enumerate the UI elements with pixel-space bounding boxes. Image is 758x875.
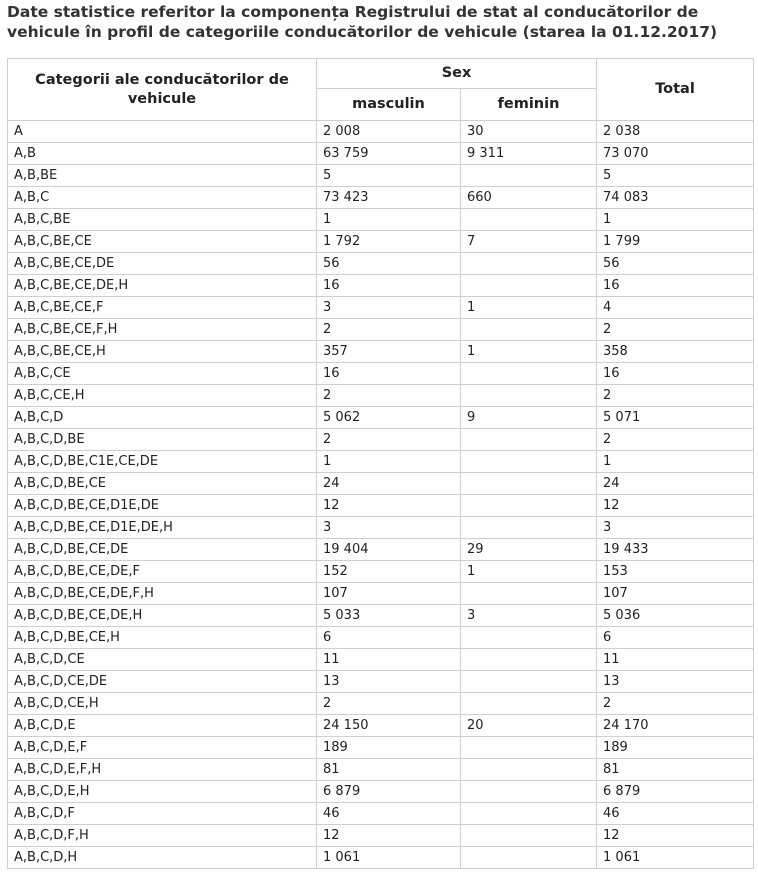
male-cell: 63 759 — [317, 143, 461, 165]
statistics-table — [7, 58, 754, 869]
category-cell: A,B,C,D,BE,CE,DE,H — [8, 605, 317, 627]
female-cell — [461, 165, 597, 187]
total-cell: 5 071 — [597, 407, 754, 429]
female-cell — [461, 781, 597, 803]
category-cell: A,B,C,D,E,H — [8, 781, 317, 803]
table-row — [8, 671, 754, 693]
male-cell: 3 — [317, 517, 461, 539]
male-cell: 189 — [317, 737, 461, 759]
category-cell: A,B,C,D,CE,H — [8, 693, 317, 715]
male-cell: 2 — [317, 319, 461, 341]
total-cell: 6 879 — [597, 781, 754, 803]
category-cell: A,B,C,D,F,H — [8, 825, 317, 847]
male-cell: 152 — [317, 561, 461, 583]
total-cell: 2 — [597, 319, 754, 341]
total-cell: 189 — [597, 737, 754, 759]
male-cell: 2 008 — [317, 121, 461, 143]
table-body — [8, 121, 754, 869]
total-cell: 12 — [597, 495, 754, 517]
table-row — [8, 781, 754, 803]
male-cell: 2 — [317, 693, 461, 715]
female-cell: 20 — [461, 715, 597, 737]
male-cell: 1 061 — [317, 847, 461, 869]
total-cell: 56 — [597, 253, 754, 275]
female-cell: 1 — [461, 341, 597, 363]
table-row — [8, 385, 754, 407]
total-cell: 1 799 — [597, 231, 754, 253]
male-cell: 12 — [317, 495, 461, 517]
table-row — [8, 275, 754, 297]
total-cell: 1 061 — [597, 847, 754, 869]
female-cell — [461, 803, 597, 825]
category-cell: A,B,C,BE — [8, 209, 317, 231]
female-cell: 1 — [461, 297, 597, 319]
total-cell: 3 — [597, 517, 754, 539]
table-row — [8, 539, 754, 561]
total-cell: 16 — [597, 363, 754, 385]
total-cell: 107 — [597, 583, 754, 605]
female-cell — [461, 627, 597, 649]
total-cell: 5 036 — [597, 605, 754, 627]
header-female: feminin — [461, 89, 597, 121]
total-cell: 2 038 — [597, 121, 754, 143]
category-cell: A,B,C,D,CE,DE — [8, 671, 317, 693]
female-cell — [461, 209, 597, 231]
category-cell: A,B,C,BE,CE,DE — [8, 253, 317, 275]
table-row — [8, 165, 754, 187]
page-title: Date statistice referitor la componența Registrului de stat al conducătorilor de vehicule în profil de categoriile conducătorilor de vehicule (starea la 01.12.2017) — [7, 3, 718, 41]
table-row — [8, 517, 754, 539]
male-cell: 1 792 — [317, 231, 461, 253]
header-category: Categorii ale conducătorilor de vehicule — [8, 59, 317, 121]
total-cell: 74 083 — [597, 187, 754, 209]
header-sex: Sex — [317, 59, 597, 89]
male-cell: 11 — [317, 649, 461, 671]
female-cell — [461, 495, 597, 517]
table-header — [8, 59, 754, 121]
female-cell — [461, 693, 597, 715]
male-cell: 16 — [317, 275, 461, 297]
category-cell: A,B,C,D,H — [8, 847, 317, 869]
female-cell — [461, 671, 597, 693]
male-cell: 16 — [317, 363, 461, 385]
female-cell — [461, 253, 597, 275]
category-cell: A,B,C,D,BE,CE,DE,F — [8, 561, 317, 583]
female-cell — [461, 319, 597, 341]
table-row — [8, 407, 754, 429]
total-cell: 24 170 — [597, 715, 754, 737]
category-cell: A,B,C,BE,CE,DE,H — [8, 275, 317, 297]
female-cell — [461, 473, 597, 495]
table-row — [8, 649, 754, 671]
female-cell: 30 — [461, 121, 597, 143]
male-cell: 56 — [317, 253, 461, 275]
female-cell — [461, 429, 597, 451]
table-row — [8, 187, 754, 209]
male-cell: 6 — [317, 627, 461, 649]
total-cell: 4 — [597, 297, 754, 319]
table-row — [8, 121, 754, 143]
table-row — [8, 231, 754, 253]
total-cell: 6 — [597, 627, 754, 649]
category-cell: A,B,C — [8, 187, 317, 209]
male-cell: 73 423 — [317, 187, 461, 209]
header-male: masculin — [317, 89, 461, 121]
total-cell: 19 433 — [597, 539, 754, 561]
category-cell: A,B,C,D,BE,CE,H — [8, 627, 317, 649]
male-cell: 46 — [317, 803, 461, 825]
category-cell: A,B,C,D,BE,CE,D1E,DE — [8, 495, 317, 517]
category-cell: A,B,C,BE,CE,F — [8, 297, 317, 319]
category-cell: A,B,C,D,E,F,H — [8, 759, 317, 781]
table-row — [8, 561, 754, 583]
male-cell: 1 — [317, 451, 461, 473]
female-cell — [461, 363, 597, 385]
table-row — [8, 209, 754, 231]
table-row — [8, 451, 754, 473]
category-cell: A,B,BE — [8, 165, 317, 187]
category-cell: A,B,C,CE,H — [8, 385, 317, 407]
total-cell: 358 — [597, 341, 754, 363]
female-cell: 7 — [461, 231, 597, 253]
male-cell: 19 404 — [317, 539, 461, 561]
category-cell: A,B,C,D,E — [8, 715, 317, 737]
male-cell: 6 879 — [317, 781, 461, 803]
category-cell: A,B,C,D,BE — [8, 429, 317, 451]
female-cell — [461, 517, 597, 539]
category-cell: A,B,C,BE,CE — [8, 231, 317, 253]
table-row — [8, 583, 754, 605]
table-row — [8, 737, 754, 759]
category-cell: A,B,C,CE — [8, 363, 317, 385]
female-cell — [461, 737, 597, 759]
total-cell: 1 — [597, 209, 754, 231]
female-cell — [461, 583, 597, 605]
table-row — [8, 605, 754, 627]
female-cell — [461, 847, 597, 869]
total-cell: 2 — [597, 693, 754, 715]
total-cell: 2 — [597, 429, 754, 451]
table-row — [8, 297, 754, 319]
category-cell: A,B,C,D,E,F — [8, 737, 317, 759]
total-cell: 12 — [597, 825, 754, 847]
category-cell: A,B,C,D — [8, 407, 317, 429]
total-cell: 1 — [597, 451, 754, 473]
total-cell: 81 — [597, 759, 754, 781]
female-cell: 660 — [461, 187, 597, 209]
male-cell: 13 — [317, 671, 461, 693]
table-row — [8, 847, 754, 869]
female-cell: 29 — [461, 539, 597, 561]
male-cell: 2 — [317, 385, 461, 407]
total-cell: 16 — [597, 275, 754, 297]
male-cell: 24 150 — [317, 715, 461, 737]
total-cell: 46 — [597, 803, 754, 825]
category-cell: A — [8, 121, 317, 143]
category-cell: A,B,C,BE,CE,F,H — [8, 319, 317, 341]
male-cell: 5 — [317, 165, 461, 187]
category-cell: A,B,C,D,BE,CE,DE,F,H — [8, 583, 317, 605]
total-cell: 2 — [597, 385, 754, 407]
female-cell: 9 311 — [461, 143, 597, 165]
table-row — [8, 825, 754, 847]
female-cell — [461, 825, 597, 847]
table-row — [8, 341, 754, 363]
category-cell: A,B,C,D,BE,C1E,CE,DE — [8, 451, 317, 473]
female-cell: 9 — [461, 407, 597, 429]
table-row — [8, 693, 754, 715]
female-cell — [461, 275, 597, 297]
total-cell: 11 — [597, 649, 754, 671]
female-cell: 1 — [461, 561, 597, 583]
category-cell: A,B,C,D,BE,CE,DE — [8, 539, 317, 561]
category-cell: A,B — [8, 143, 317, 165]
table-row — [8, 627, 754, 649]
total-cell: 13 — [597, 671, 754, 693]
female-cell — [461, 649, 597, 671]
table-row — [8, 143, 754, 165]
total-cell: 73 070 — [597, 143, 754, 165]
female-cell: 3 — [461, 605, 597, 627]
category-cell: A,B,C,BE,CE,H — [8, 341, 317, 363]
male-cell: 5 062 — [317, 407, 461, 429]
category-cell: A,B,C,D,BE,CE,D1E,DE,H — [8, 517, 317, 539]
category-cell: A,B,C,D,F — [8, 803, 317, 825]
table-row — [8, 253, 754, 275]
category-cell: A,B,C,D,BE,CE — [8, 473, 317, 495]
male-cell: 3 — [317, 297, 461, 319]
male-cell: 81 — [317, 759, 461, 781]
table-row — [8, 715, 754, 737]
table-row — [8, 759, 754, 781]
table-row — [8, 495, 754, 517]
table-row — [8, 363, 754, 385]
female-cell — [461, 451, 597, 473]
male-cell: 2 — [317, 429, 461, 451]
female-cell — [461, 759, 597, 781]
male-cell: 357 — [317, 341, 461, 363]
total-cell: 24 — [597, 473, 754, 495]
male-cell: 12 — [317, 825, 461, 847]
male-cell: 107 — [317, 583, 461, 605]
male-cell: 1 — [317, 209, 461, 231]
female-cell — [461, 385, 597, 407]
total-cell: 5 — [597, 165, 754, 187]
header-total: Total — [597, 59, 754, 121]
total-cell: 153 — [597, 561, 754, 583]
table-row — [8, 803, 754, 825]
table-row — [8, 473, 754, 495]
male-cell: 24 — [317, 473, 461, 495]
category-cell: A,B,C,D,CE — [8, 649, 317, 671]
male-cell: 5 033 — [317, 605, 461, 627]
table-row — [8, 319, 754, 341]
table-row — [8, 429, 754, 451]
